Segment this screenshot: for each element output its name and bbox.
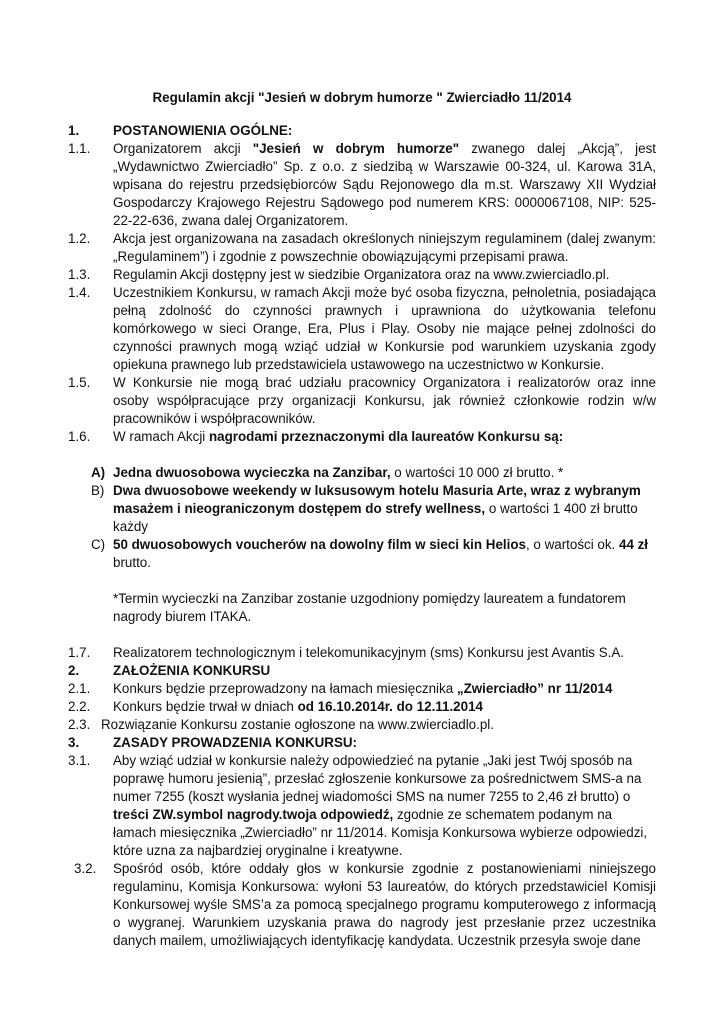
- prize-c-suffix: brutto.: [113, 555, 151, 570]
- clause-1-1-number: 1.1.: [68, 141, 91, 156]
- section-3-heading: ZASADY PROWADZENIA KONKURSU:: [113, 735, 358, 750]
- clause-3-2-text: Spośród osób, które oddały głos w konkursie zgodnie z postanowieniami niniejszego regulaminu, Komisja Konkursowa: wyłoni 53 laureatów, do których przedstawiciel Komisji Konkursowej wyśle SMS’a za pomocą specjalnego programu komputerowego z informacją o wygranej. Warunkiem uzyskania prawa do nagrody jest przesłanie przez uczestnika danych mailem, umożliwiających identyfikację kandydata. Uczestnik przesyła swoje dane: [113, 861, 656, 948]
- prize-a-name: Jedna dwuosobowa wycieczka na Zanzibar,: [113, 465, 391, 480]
- clause-2-1-number: 2.1.: [68, 681, 91, 696]
- clause-2-1-text: [113, 680, 612, 698]
- clause-1-2-number: 1.2.: [68, 231, 91, 246]
- clause-1-2-text: Akcja jest organizowana na zasadach określonych niniejszym regulaminem (dalej zwanym: „Regulaminem”) i zgodnie z powszechnie obowiązującymi przepisami prawa.: [113, 231, 656, 264]
- document-title: Regulamin akcji "Jesień w dobrym humorze " Zwierciadło 11/2014: [152, 90, 572, 105]
- clause-1-4-number: 1.4.: [68, 285, 91, 300]
- clause-1-3-text: Regulamin Akcji dostępny jest w siedzibie Organizatora oraz na www.zwierciadlo.pl.: [113, 267, 610, 282]
- clause-3-1-part: Aby wziąć udział w konkursie należy odpowiedzieć na pytanie „Jaki jest Twój sposób na poprawę humoru jesienią”, przesłać zgłoszenie konkursowe za pośrednictwem SMS-a na numer 7255 (koszt wysłania jednej wiadomości SMS na numer 7255 to 2,46 zł brutto) o: [113, 753, 642, 804]
- clause-1-3-number: 1.3.: [68, 267, 91, 282]
- clause-3-2-number: 3.2.: [74, 861, 97, 876]
- clause-2-3-number: 2.3.: [68, 717, 91, 732]
- clause-2-2-text: [113, 698, 483, 716]
- clause-1-6-number: 1.6.: [68, 429, 91, 444]
- clause-2-2-part: Konkurs będzie trwał w dniach: [113, 699, 298, 714]
- clause-1-1-text: [113, 140, 656, 230]
- section-2-number: 2.: [68, 663, 80, 678]
- contest-dates: od 16.10.2014r. do 12.11.2014: [297, 699, 483, 714]
- sms-format: treści ZW.symbol nagrody.twoja odpowiedź,: [113, 807, 394, 822]
- clause-1-6-emphasis: nagrodami przeznaczonymi dla laureatów Konkursu są:: [208, 429, 564, 444]
- clause-3-1-part: zgodnie ze schematem podanym na łamach miesięcznika „Zwierciadło” nr 11/2014. Komisja Konkursowa wybierze odpowiedzi, które uzna za najbardziej oryginalne i kreatywne.: [113, 807, 648, 858]
- clause-2-1-part: Konkurs będzie przeprowadzony na łamach miesięcznika: [113, 681, 457, 696]
- prize-a-letter: A): [91, 465, 106, 480]
- prize-c-amount: 44 zł: [619, 537, 649, 552]
- clause-2-3-text: Rozwiązanie Konkursu zostanie ogłoszone na www.zwierciadlo.pl.: [101, 717, 494, 732]
- section-2-heading: ZAŁOŻENIA KONKURSU: [113, 663, 271, 678]
- clause-1-1-part: Organizatorem akcji: [113, 141, 253, 156]
- clause-1-7-text: Realizatorem technologicznym i telekomunikacyjnym (sms) Konkursu jest Avantis S.A.: [113, 645, 625, 660]
- clause-2-2-number: 2.2.: [68, 699, 91, 714]
- clause-3-1-text: [113, 752, 656, 860]
- prize-c-text: [113, 536, 653, 572]
- clause-1-6-part: W ramach Akcji: [113, 429, 209, 444]
- clause-1-6-text: [113, 428, 563, 446]
- section-3-number: 3.: [68, 735, 80, 750]
- action-name: "Jesień w dobrym humorze": [252, 141, 460, 156]
- prize-a-value: o wartości 10 000 zł brutto. *: [390, 465, 564, 480]
- clause-1-4-text: Uczestnikiem Konkursu, w ramach Akcji może być osoba fizyczna, pełnoletnia, posiadająca pełną zdolność do czynności prawnych i uprawniona do użytkowania telefonu komórkowego w sieci Orange, Era, Plus i Play. Osoby nie mające pełnej zdolności do czynności prawnych mogą wziąć udział w Konkursie pod warunkiem uzyskania zgody opiekuna prawnego lub przedstawiciela ustawowego na uczestnictwo w Konkursie.: [113, 285, 656, 372]
- prize-a-text: [113, 464, 653, 482]
- clause-1-5-text: W Konkursie nie mogą brać udziału pracownicy Organizatora i realizatorów oraz inne osoby współpracujące przy organizacji Konkursu, jak również członkowie rodzin w/w pracowników i współpracowników.: [113, 375, 656, 426]
- prize-footnote: *Termin wycieczki na Zanzibar zostanie uzgodniony pomiędzy laureatem a fundatorem nagrody biurem ITAKA.: [113, 591, 626, 624]
- clause-3-1-number: 3.1.: [68, 753, 91, 768]
- clause-1-1-part: zwanego dalej „Akcją”, jest „Wydawnictwo Zwierciadło” Sp. z o.o. z siedzibą w Warszawie 00-324, ul. Karowa 31A, wpisana do rejestru przedsiębiorców Sądu Rejonowego dla m.st. Warszawy XII Wydział Gospodarczy Krajowego Rejestru Sądowego pod numerem KRS: 0000067108, NIP: 525-22-22-636, zwana dalej Organizatorem.: [113, 141, 656, 228]
- prize-c-value-label: , o wartości ok.: [525, 537, 619, 552]
- magazine-issue: „Zwierciadło” nr 11/2014: [456, 681, 613, 696]
- prize-b-letter: B): [91, 483, 105, 498]
- section-1-number: 1.: [68, 123, 80, 138]
- clause-1-5-number: 1.5.: [68, 375, 91, 390]
- prize-c-name: 50 dwuosobowych voucherów na dowolny film w sieci kin Helios: [113, 537, 526, 552]
- prize-b-value: o wartości 1 400 zł brutto każdy: [113, 501, 638, 534]
- prize-b-name: Dwa dwuosobowe weekendy w luksusowym hotelu Masuria Arte, wraz z wybranym masażem i nieograniczonym dostępem do strefy wellness,: [113, 483, 641, 516]
- clause-1-7-number: 1.7.: [68, 645, 91, 660]
- section-1-heading: POSTANOWIENIA OGÓLNE:: [113, 123, 293, 138]
- prize-c-letter: C): [91, 537, 106, 552]
- prize-b-text: [113, 482, 653, 536]
